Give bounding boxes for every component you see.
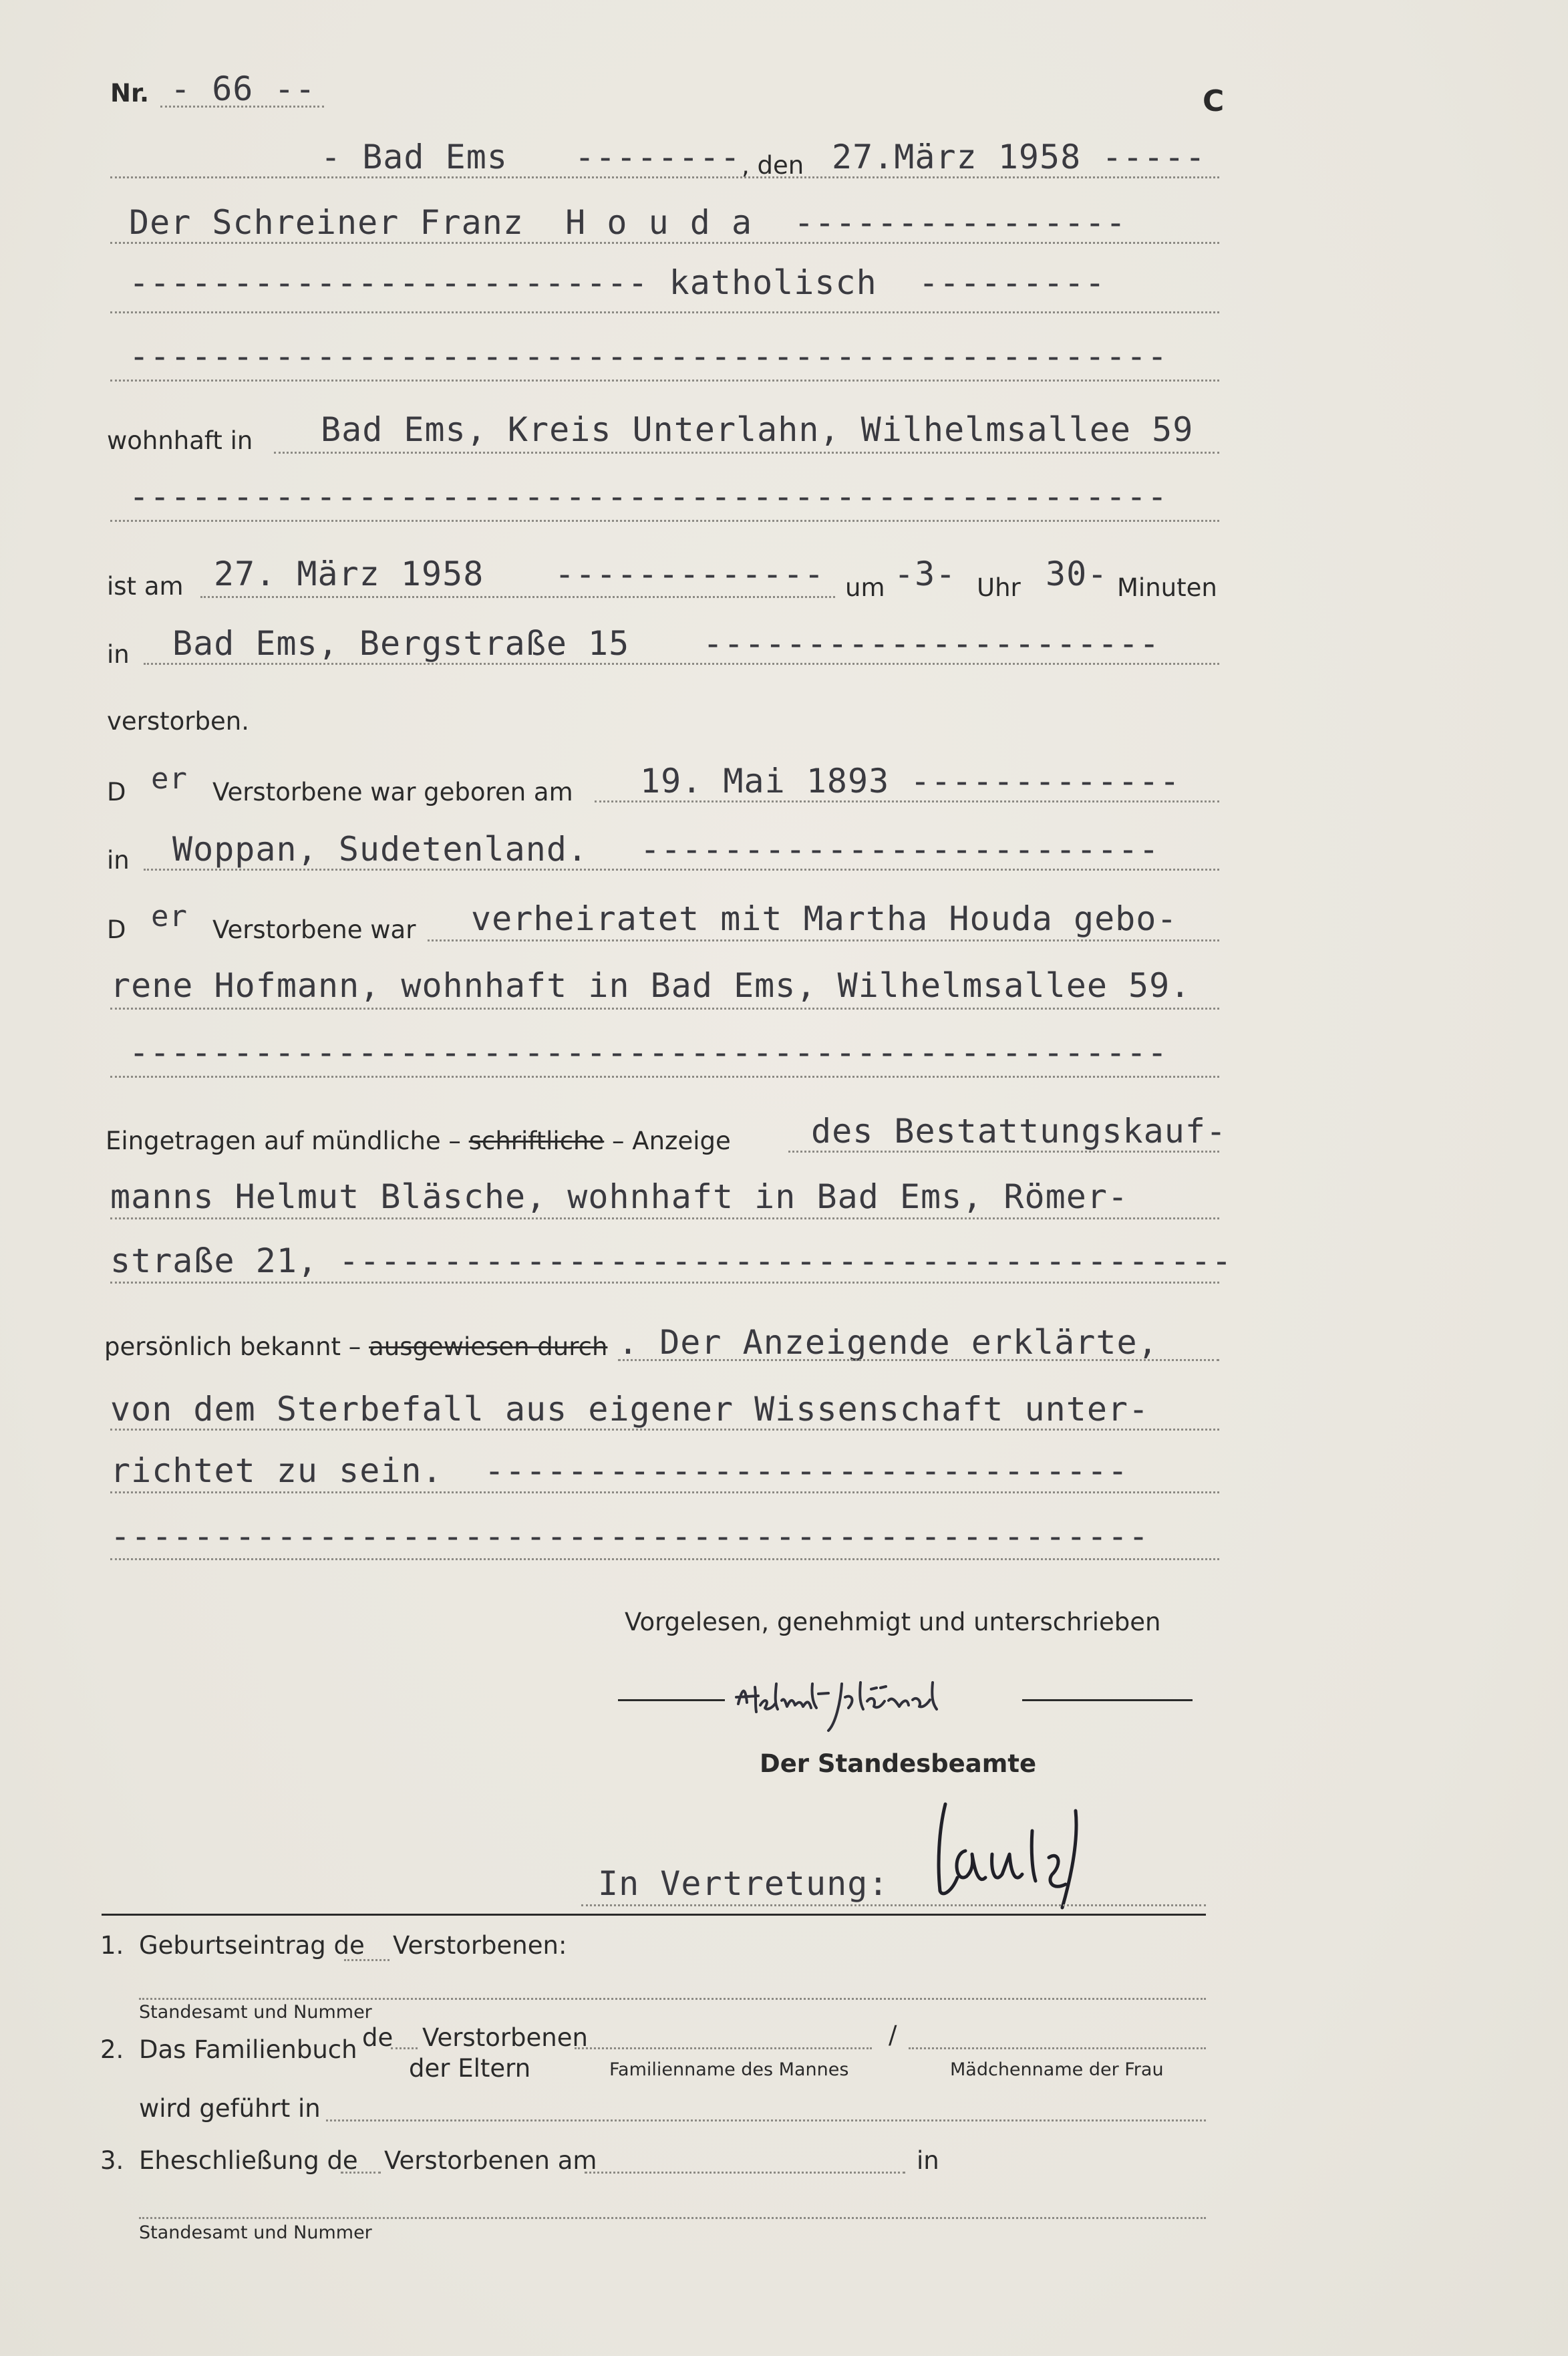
line-e (110, 520, 1219, 522)
registration-line-2: manns Helmut Bläsche, wohnhaft in Bad Ems, Römer- (110, 1177, 1129, 1216)
birth-text-label: Verstorbene war geboren am (212, 778, 573, 806)
standesamt-label-2: Standesamt und Nummer (139, 2222, 372, 2243)
registration-label-end: – Anzeige (604, 1127, 731, 1155)
item3-label: Eheschließung de (139, 2146, 358, 2175)
death-place: Bad Ems, Bergstraße 15 (172, 624, 630, 663)
line-s (110, 1558, 1219, 1560)
deceased-line-1: Der Schreiner Franz H o u d a ---------------- (129, 203, 1126, 242)
birth-in-label: in (107, 846, 130, 875)
line-m (788, 1151, 1219, 1153)
death-place-dashes: ---------------------- (703, 624, 1160, 663)
item2-maiden-line (909, 2047, 1206, 2049)
item3-in: in (917, 2146, 939, 2175)
marriage-d-label: D (107, 915, 126, 944)
line-p (618, 1359, 1219, 1361)
deceased-line-3: -------------------------------------------------- (129, 337, 1168, 376)
standesamt-label-1: Standesamt und Nummer (139, 2002, 372, 2023)
death-minutes: 30- (1046, 555, 1108, 593)
registration-date: 27.März 1958 ----- (832, 138, 1206, 176)
item2-verstorbenen: Verstorbenen (422, 2023, 588, 2052)
death-date-dashes: ------------- (555, 555, 825, 593)
line-q (110, 1429, 1219, 1431)
line-d (274, 452, 1219, 454)
form-letter: C (1203, 84, 1225, 118)
identity-line-4: -------------------------------------------------- (110, 1517, 1150, 1556)
item3-value: Verstorbenen am (384, 2146, 597, 2175)
signature-line-right (1022, 1699, 1193, 1701)
header-line (110, 176, 1219, 178)
standesbeamte-label: Der Standesbeamte (760, 1749, 1037, 1778)
signature-line-left (618, 1699, 725, 1701)
den-label: , den (742, 151, 804, 180)
deputy-signature (925, 1791, 1166, 1911)
marriage-line-2: rene Hofmann, wohnhaft in Bad Ems, Wilhelmsallee 59. (110, 966, 1191, 1005)
birth-place: Woppan, Sudetenland. (172, 830, 589, 869)
death-in-label: in (107, 640, 130, 669)
identity-line-3: richtet zu sein. ------------------------------- (110, 1451, 1129, 1490)
deceased-line-2: ------------------------- katholisch --------- (129, 263, 1106, 302)
vertretung-line (581, 1904, 1206, 1906)
uhr-label: Uhr (977, 573, 1021, 602)
identity-line-1: . Der Anzeigende erklärte, (618, 1323, 1158, 1362)
marriage-line-3: -------------------------------------------------- (129, 1033, 1168, 1072)
place-dashes: -------- (575, 138, 741, 176)
line-g (144, 663, 1219, 665)
line-n (110, 1217, 1219, 1219)
wohnhaft-line-2: -------------------------------------------------- (129, 477, 1168, 516)
registrant-signature (728, 1664, 1022, 1737)
item2-de: de (362, 2023, 394, 2052)
item3-de-line (341, 2172, 381, 2174)
minuten-label: Minuten (1117, 573, 1217, 602)
vorgelesen-text: Vorgelesen, genehmigt und unterschrieben (625, 1608, 1161, 1636)
item2-label: Das Familienbuch (139, 2035, 357, 2064)
item1-number: 1. (100, 1931, 124, 1960)
identity-line-2: von dem Sterbefall aus eigener Wissenschaft unter- (110, 1390, 1150, 1429)
wohnhaft-label: wohnhaft in (107, 426, 253, 455)
birth-place-dashes: ------------------------- (640, 830, 1160, 869)
line-o (110, 1282, 1219, 1284)
item3-line (139, 2217, 1206, 2219)
identity-label (104, 1332, 607, 1361)
registration-line-3: straße 21, ------------------------------------------- (110, 1241, 1233, 1280)
birth-date: 19. Mai 1893 ------------- (640, 762, 1181, 800)
line-h (595, 800, 1219, 802)
item2-number: 2. (100, 2035, 124, 2064)
registration-label-struck: schriftliche (468, 1127, 605, 1155)
nr-label: Nr. (110, 79, 149, 108)
item2-de-line (391, 2047, 418, 2049)
gefuehrt-line (326, 2119, 1206, 2121)
marriage-er: er (151, 899, 188, 933)
death-date: 27. März 1958 (214, 555, 484, 593)
line-k (110, 1008, 1219, 1010)
line-c (110, 380, 1219, 382)
item3-date-line (585, 2172, 905, 2174)
line-l (110, 1076, 1219, 1078)
item1-value: Verstorbenen: (393, 1931, 567, 1960)
nr-value: - 66 -- (170, 69, 316, 108)
verstorben-label: verstorben. (107, 707, 249, 736)
item1-line (139, 1998, 1206, 2000)
ist-am-label: ist am (107, 572, 184, 601)
line-b (110, 311, 1219, 313)
vertretung-label: In Vertretung: (598, 1864, 889, 1903)
death-hour: -3- (894, 555, 957, 593)
line-i (144, 869, 1219, 871)
wohnhaft-value: Bad Ems, Kreis Unterlahn, Wilhelmsallee 59 (321, 410, 1194, 449)
marriage-line-1: verheiratet mit Martha Houda gebo- (471, 899, 1178, 938)
birth-d-label: D (107, 778, 126, 806)
line-f (200, 596, 835, 598)
line-r (110, 1491, 1219, 1493)
item1-de-line (344, 1959, 389, 1961)
birth-er: er (151, 762, 188, 796)
line-a (110, 242, 1219, 244)
identity-label-struck: ausgewiesen durch (369, 1332, 608, 1361)
item2-eltern: der Eltern (409, 2054, 531, 2083)
maedchenname-label: Mädchenname der Frau (950, 2059, 1164, 2080)
item2-slash: / (889, 2021, 897, 2049)
place-of-registration: - Bad Ems (321, 138, 508, 176)
registration-label-start: Eingetragen auf mündliche – (106, 1127, 469, 1155)
footer-separator (102, 1914, 1206, 1916)
line-j (428, 939, 1219, 941)
marriage-text-label: Verstorbene war (212, 915, 416, 944)
familienname-label: Familienname des Mannes (609, 2059, 849, 2080)
gefuehrt-label: wird geführt in (139, 2094, 321, 2123)
registration-label (106, 1127, 731, 1155)
registration-line-1: des Bestattungskauf- (811, 1112, 1227, 1151)
item2-name-line (575, 2047, 872, 2049)
identity-label-start: persönlich bekannt – (104, 1332, 369, 1361)
um-label: um (845, 573, 885, 602)
item1-label: Geburtseintrag de (139, 1931, 365, 1960)
item3-number: 3. (100, 2146, 124, 2175)
